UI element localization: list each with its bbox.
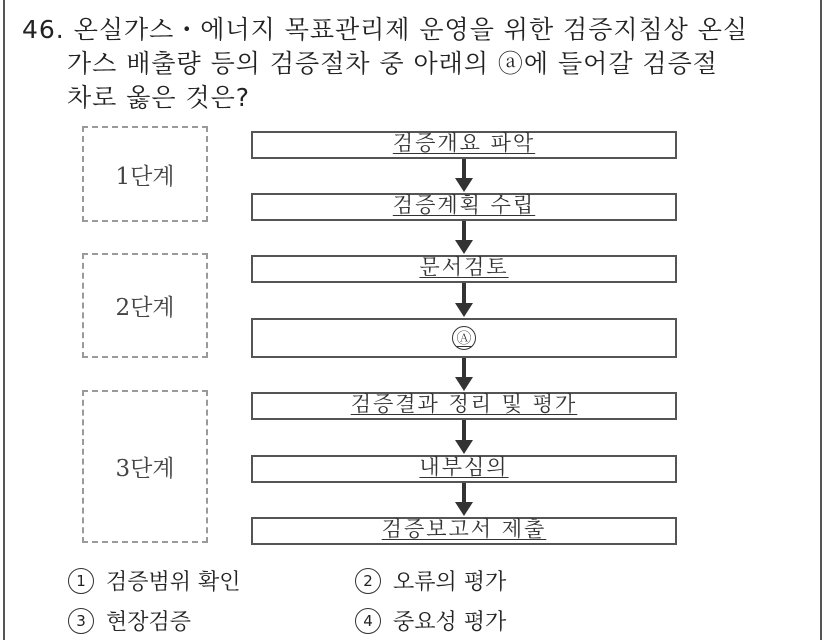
option-4-text: 중요성 평가 bbox=[393, 610, 507, 635]
option-1-number: 1 bbox=[68, 568, 94, 594]
step-box-5 bbox=[251, 392, 677, 420]
down-arrow-icon bbox=[454, 483, 474, 517]
question-line-1: 46. 온실가스・에너지 목표관리제 운영을 위한 검증지침상 온실 bbox=[22, 15, 749, 44]
stage-2-box bbox=[82, 253, 208, 358]
stage-3-box bbox=[82, 390, 208, 543]
step-box-blank bbox=[251, 318, 677, 358]
option-3-number: 3 bbox=[68, 608, 94, 634]
step-label-3: 문서검토 bbox=[419, 255, 509, 279]
option-3-text: 현장검증 bbox=[106, 610, 192, 635]
down-arrow-icon bbox=[454, 358, 474, 392]
stage-3-label: 3단계 bbox=[115, 456, 175, 482]
option-4[interactable] bbox=[355, 605, 506, 636]
down-arrow-icon bbox=[454, 221, 474, 255]
option-3[interactable] bbox=[68, 605, 191, 636]
option-2[interactable] bbox=[355, 565, 506, 596]
option-1[interactable] bbox=[68, 565, 241, 596]
stage-1-label: 1단계 bbox=[115, 163, 175, 190]
step-label-1: 검증개요 파악 bbox=[392, 131, 536, 155]
down-arrow-icon bbox=[454, 283, 474, 318]
step-label-7: 검증보고서 제출 bbox=[381, 517, 547, 541]
step-box-2 bbox=[251, 193, 677, 221]
question-line-2: 가스 배출량 등의 검증절차 중 아래의 ⓐ에 들어갈 검증절 bbox=[67, 49, 718, 78]
stage-2-label: 2단계 bbox=[115, 295, 175, 321]
stage-1-box bbox=[82, 126, 208, 222]
step-box-6 bbox=[251, 455, 677, 483]
blank-marker-a: Ⓐ bbox=[452, 326, 476, 350]
step-box-1 bbox=[251, 131, 677, 159]
option-2-number: 2 bbox=[355, 568, 381, 594]
down-arrow-icon bbox=[454, 159, 474, 193]
step-label-2: 검증계획 수립 bbox=[392, 193, 536, 217]
option-1-text: 검증범위 확인 bbox=[106, 570, 241, 595]
step-box-7 bbox=[251, 517, 677, 545]
option-4-number: 4 bbox=[355, 608, 381, 634]
step-label-6: 내부심의 bbox=[419, 455, 509, 479]
step-box-3 bbox=[251, 255, 677, 283]
option-2-text: 오류의 평가 bbox=[393, 570, 507, 595]
question-line-3: 차로 옳은 것은? bbox=[67, 83, 251, 112]
down-arrow-icon bbox=[454, 420, 474, 455]
step-label-5: 검증결과 정리 및 평가 bbox=[350, 392, 578, 416]
